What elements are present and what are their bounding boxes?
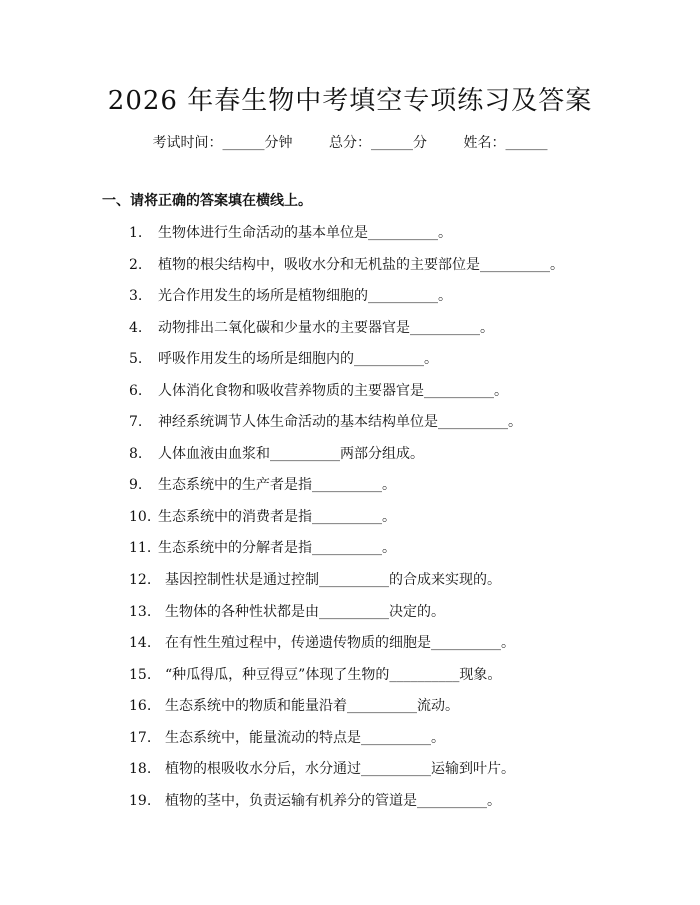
question-text: 动物排出二氧化碳和少量水的主要器官是__________。 — [158, 319, 494, 336]
question-text: 人体消化食物和吸收营养物质的主要器官是__________。 — [158, 382, 508, 399]
question-number: 12. — [129, 572, 152, 589]
question-item — [0, 570, 700, 602]
question-item — [0, 349, 700, 381]
question-list — [0, 223, 700, 822]
question-item — [0, 255, 700, 287]
total-score-field: 总分：______分 — [329, 135, 427, 151]
question-number: 2. — [129, 256, 143, 273]
question-number: 6. — [129, 382, 143, 399]
question-text: “种瓜得瓜，种豆得豆”体现了生物的__________现象。 — [165, 666, 502, 683]
question-text: 生态系统中的分解者是指__________。 — [158, 540, 396, 557]
question-number: 14. — [129, 635, 152, 652]
question-item — [0, 507, 700, 539]
question-text: 生态系统中的消费者是指__________。 — [158, 508, 396, 525]
question-text: 基因控制性状是通过控制__________的合成来实现的。 — [165, 572, 501, 589]
question-text: 生态系统中，能量流动的特点是__________。 — [165, 729, 445, 746]
question-number: 3. — [129, 288, 143, 305]
question-item — [0, 444, 700, 476]
exam-time-field: 考试时间：______分钟 — [152, 135, 293, 151]
question-item — [0, 475, 700, 507]
question-item — [0, 538, 700, 570]
question-text: 人体血液由血浆和__________两部分组成。 — [158, 445, 424, 462]
question-item — [0, 696, 700, 728]
question-number: 5. — [129, 351, 143, 368]
student-name-field: 姓名：______ — [463, 135, 548, 151]
question-item — [0, 286, 700, 318]
question-text: 生态系统中的物质和能量沿着__________流动。 — [165, 698, 459, 715]
question-number: 10. — [129, 508, 152, 525]
question-item — [0, 633, 700, 665]
question-item — [0, 223, 700, 255]
question-number: 1. — [129, 225, 143, 241]
question-text: 在有性生殖过程中，传递遗传物质的细胞是__________。 — [165, 635, 515, 652]
question-text: 生物体进行生命活动的基本单位是__________。 — [158, 225, 452, 241]
question-text: 植物的根吸收水分后，水分通过__________运输到叶片。 — [165, 761, 515, 778]
question-text: 植物的茎中，负责运输有机养分的管道是__________。 — [165, 792, 501, 809]
question-text: 植物的根尖结构中，吸收水分和无机盐的主要部位是__________。 — [158, 256, 564, 273]
question-text: 生态系统中的生产者是指__________。 — [158, 477, 396, 494]
question-number: 9. — [129, 477, 143, 494]
question-text: 光合作用发生的场所是植物细胞的__________。 — [158, 288, 452, 305]
question-item — [0, 791, 700, 823]
question-number: 7. — [129, 414, 143, 431]
question-item — [0, 318, 700, 350]
exam-info-line — [0, 132, 700, 152]
question-text: 生物体的各种性状都是由__________决定的。 — [165, 603, 445, 620]
question-number: 11. — [129, 540, 152, 557]
question-number: 16. — [129, 698, 152, 715]
question-text: 神经系统调节人体生命活动的基本结构单位是__________。 — [158, 414, 522, 431]
question-number: 19. — [129, 792, 152, 809]
question-number: 18. — [129, 761, 152, 778]
question-number: 15. — [129, 666, 152, 683]
question-number: 4. — [129, 319, 143, 336]
question-item — [0, 759, 700, 791]
question-number: 17. — [129, 729, 152, 746]
question-item — [0, 728, 700, 760]
question-item — [0, 381, 700, 413]
question-item — [0, 602, 700, 634]
question-number: 13. — [129, 603, 152, 620]
question-text: 呼吸作用发生的场所是细胞内的__________。 — [158, 351, 438, 368]
section-title: 一、请将正确的答案填在横线上。 — [102, 193, 312, 209]
question-number: 8. — [129, 445, 143, 462]
page-title: 2026 年春生物中考填空专项练习及答案 — [107, 86, 593, 116]
question-item — [0, 665, 700, 697]
question-item — [0, 412, 700, 444]
